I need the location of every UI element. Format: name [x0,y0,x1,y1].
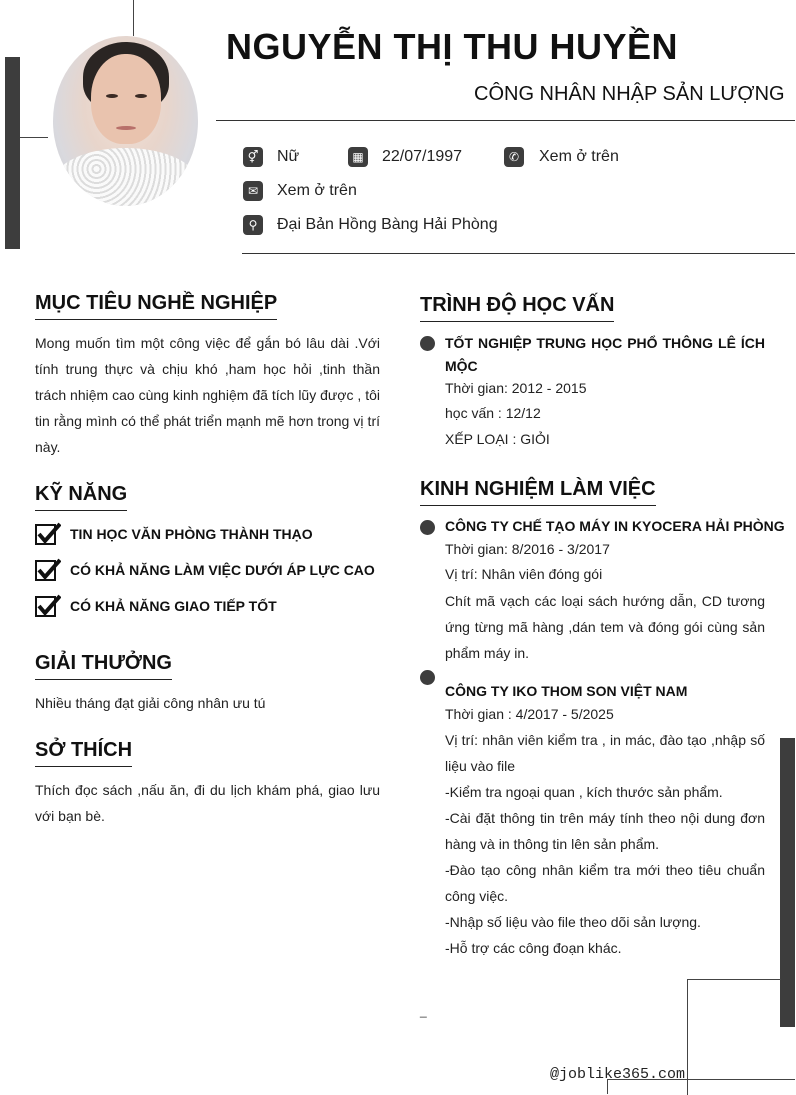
birthdate-value: 22/07/1997 [382,148,463,165]
top-divider-line [133,0,134,36]
footer-brand: @joblike365.com [550,1066,686,1083]
gender-icon: ⚥ [243,147,263,167]
header-divider [216,120,795,121]
location-icon: ⚲ [243,215,263,235]
calendar-icon: ▦ [348,147,368,167]
checkbox-icon [35,594,61,618]
job-duty: -Cài đặt thông tin trên máy tính theo nội dung đơn hàng và in thông tin lên sản phẩm. [445,810,765,852]
job-title: CÔNG NHÂN NHẬP SẢN LƯỢNG [474,83,785,105]
phone-icon: ✆ [504,147,524,167]
profile-photo [53,36,198,206]
skills-heading: KỸ NĂNG [35,483,127,511]
objective-text: Mong muốn tìm một công việc để gắn bó lâu dài .Với tính trung thực và chịu khó ,ham học hỏi ,tinh thần trách nhiệm cao cùng kinh nghiệm đã tích lũy được , tôi tin rằng mình có thể phát triển mạnh mẽ hơn trong vị trí này. [35,335,380,455]
bullet-dot [420,670,435,685]
job-time: Thời gian: 8/2016 - 3/2017 [445,541,610,557]
skill-item: CÓ KHẢ NĂNG LÀM VIỆC DƯỚI ÁP LỰC CAO [70,562,375,578]
job-time: Thời gian : 4/2017 - 5/2025 [445,706,614,722]
education-level: học vấn : 12/12 [445,405,541,421]
job-position: Vị trí: Nhân viên đóng gói [445,566,603,582]
job-duty: -Hỗ trợ các công đoạn khác. [445,940,622,956]
job-position: Vị trí: nhân viên kiểm tra , in mác, đào tạo ,nhập số liệu vào file [445,732,765,774]
email-icon: ✉ [243,181,263,201]
checkbox-icon [35,558,61,582]
awards-heading: GIẢI THƯỞNG [35,652,172,680]
address-value: Đại Bản Hồng Bàng Hải Phòng [277,216,498,233]
school-name: TỐT NGHIỆP TRUNG HỌC PHỔ THÔNG LÊ ÍCH MỘC [445,335,765,374]
hobbies-text: Thích đọc sách ,nấu ăn, đi du lịch khám phá, giao lưu với bạn bè. [35,782,380,824]
hobbies-heading: SỞ THÍCH [35,739,132,767]
corner-frame [687,979,781,1095]
awards-text: Nhiều tháng đạt giải công nhân ưu tú [35,695,266,711]
candidate-name: NGUYỄN THỊ THU HUYỀN [226,26,679,67]
experience-heading: KINH NGHIỆM LÀM VIỆC [420,478,656,506]
job-duty: -Nhập số liệu vào file theo dõi sản lượng. [445,914,701,930]
checkbox-icon [35,522,61,546]
bullet-dot [420,520,435,535]
info-divider [242,253,795,254]
skill-item: TIN HỌC VĂN PHÒNG THÀNH THẠO [70,526,313,542]
objective-heading: MỤC TIÊU NGHỀ NGHIỆP [35,292,277,320]
skill-item: CÓ KHẢ NĂNG GIAO TIẾP TỐT [70,598,277,614]
company-name: CÔNG TY IKO THOM SON VIỆT NAM [445,683,688,699]
job-description: Chít mã vạch các loại sách hướng dẫn, CD tương ứng từng mã hàng ,dán tem và đóng gói cùng sản phẩm máy in. [445,593,765,661]
phone-value: Xem ở trên [539,148,619,165]
job-duty: -Kiểm tra ngoại quan , kích thước sản phẩm. [445,784,723,800]
footer-dash: _ [420,1004,427,1018]
bullet-dot [420,336,435,351]
education-heading: TRÌNH ĐỘ HỌC VẤN [420,294,614,322]
email-value: Xem ở trên [277,182,357,199]
job-duty: -Đào tạo công nhân kiểm tra mới theo tiêu chuẩn công việc. [445,862,765,904]
education-time: Thời gian: 2012 - 2015 [445,380,587,396]
left-accent-bar [5,57,20,249]
photo-divider-line [20,137,48,138]
company-name: CÔNG TY CHẾ TẠO MÁY IN KYOCERA HẢI PHÒNG [445,518,785,534]
education-rank: XẾP LOẠI : GIỎI [445,431,550,447]
gender-value: Nữ [277,148,300,165]
right-accent-bar [780,738,795,1027]
